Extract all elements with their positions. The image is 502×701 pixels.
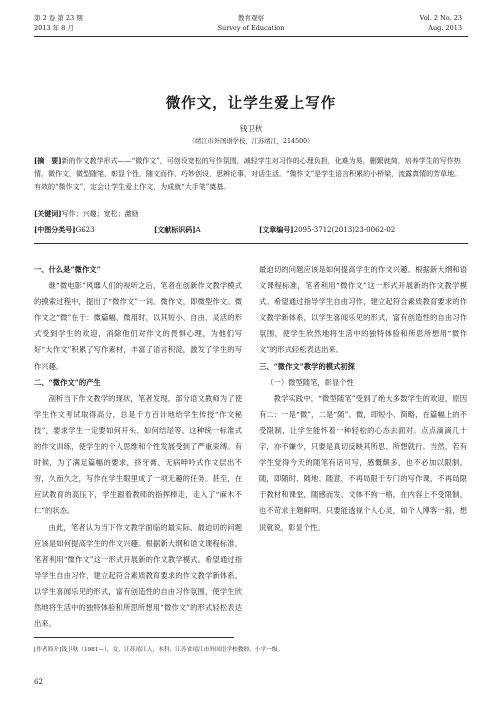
- author-affiliation: （靖江市外国语学校，江苏靖江，214500）: [188, 138, 314, 145]
- keywords: [34, 209, 139, 219]
- section-heading-1: 一、什么是“微作文”: [34, 265, 101, 274]
- abstract-label: [摘 要]: [34, 156, 62, 165]
- journal-date: 2013 年 8 月: [34, 24, 74, 32]
- section-heading-3: 三、“微作文”教学的模式初探: [259, 361, 355, 371]
- author-footnote: [作者简介]钱卫秋（1981—），女，江苏靖江人，本科，江苏省靖江市外国语学校教师，小学一级。: [34, 647, 284, 653]
- body-column-left: [34, 262, 242, 629]
- article-no-label: [文章编号]: [259, 225, 294, 234]
- body-column-right: [259, 262, 467, 536]
- volume-number: Vol. 2 No. 23: [419, 14, 462, 22]
- paragraph-continued: 最迫切的问题应该是如何提高学生的作文兴趣。根据新大纲和语文课程标准，笔者利用“微作文”这一形式开展新的作文教学模式。希望通过指导学生自由习作，建立起符合素质教育要求的作文教学新体系，以学生喜闻乐见的形式，富有创造性的自由习作氛围，使学生欣然地将生活中的独特体验和所思所想用“微作文”的形式轻松表达出来。: [259, 265, 467, 355]
- abstract-rule: [34, 243, 468, 244]
- journal-name-en: Survey of Education: [217, 24, 285, 32]
- doc-code-label: [文献标识码]: [154, 225, 196, 234]
- clc-label: [中图分类号]: [34, 225, 76, 234]
- abstract: [34, 155, 466, 193]
- paragraph: 教学实践中，“微型随笔”受到了绝大多数学生的欢迎，原因有二：一是“微”，二是“随”。微，即短小、简略，在篇幅上的不受限制，让学生能怀着一种轻松的心态去面对。点点滴滴几十字，亦不嫌少，只要是真切反映其所思、所想就行。当然，若有学生觉得今天的随笔有话可写，感慨颇多，也不必加以限制。随，即随时、随地、随意，不再局限于专门的写作课，不再局限于教材和课堂，随感而发。文体不拘一格，在内容上不受限制，也不苛求主题鲜明。只要能透视个人心灵，如个人博客一般，想说就说，彰显个性。: [259, 393, 467, 532]
- journal-issue: 第 2 卷 第 23 期: [34, 14, 83, 22]
- footnote-rule: [34, 637, 234, 638]
- subsection-heading-1: （一）微型随笔，彰显个性: [266, 377, 354, 387]
- paragraph: 由此，笔者认为当下作文教学面临的最实际、最迫切的问题应该是如何提高学生的作文兴趣。根据新大纲和语文课程标准，笔者利用“微作文”这一形式开展新的作文教学模式。希望通过指导学生自由习作，建立起符合素质教育要求的作文教学新体系，以学生喜闻乐见的形式，富有创造性的自由习作氛围，使学生欣然地将生活中的独特体验和所思所想用“微作文”的形式轻松表达出来。: [34, 522, 242, 629]
- author-name: 钱卫秋: [239, 124, 263, 133]
- header-rule: [34, 36, 468, 37]
- paragraph: 剖析当下作文教学的现状，笔者发现，部分语文教师为了使学生作文考试取得高分，总是千方百计地给学生传授“作文秘技”，要求学生一定要如何开头、如何结尾等。这种统一标准式的作文训练，使学生的个人思维和个性发展受到了严重束缚。有时候，为了满足篇幅的要求，挤牙膏、无病呻吟式作文层出不穷，久而久之，写作在学生眼里成了一项无趣的任务。甚至，在应试教育的高压下，学生跟着教师的指挥棒走，走入了“麻木不仁”的状态。: [34, 393, 242, 516]
- journal-name-cn: 教育观察: [238, 14, 264, 22]
- section-heading-2: 二、“微作文”的产生: [34, 377, 101, 387]
- doc-code-value: A: [195, 226, 201, 234]
- paragraph: 继“微电影”风靡人们的视听之后，笔者在创新作文教学模式的摸索过程中，提出了“微作文”一词。微作文，即微型作文。微作文之“微”在于：微篇幅、微用时，以其短小、自由、灵活的形式受到学生的欢迎，消除他们对作文的畏惧心理，为他们写好“大作文”积累了写作素材，丰富了语言积淀，激发了学生的写作兴趣。: [34, 281, 242, 371]
- clc-value: G623: [75, 226, 95, 234]
- page-number: 62: [34, 678, 43, 686]
- abstract-text: 新的作文教学形式——“微作文”，可创设宽松的写作氛围，减轻学生对习作的心理负担，化难为易，删繁就简，培养学生的写作热情。微作文，微型随笔，彰显个性，随文而作，巧妙创设，思辨论事，对话生活。“微作文”是学生语言积累的小桥梁，流露真情的芳草地。有效的“微作文”，定会让学生爱上作文，为成就“大手笔”奠基。: [34, 157, 462, 191]
- classification-line: [34, 225, 466, 235]
- issue-date-en: Aug. 2013: [428, 24, 462, 32]
- keywords-label: [关键词]: [34, 209, 62, 218]
- article-title: 微作文，让学生爱上写作: [165, 95, 337, 112]
- keywords-text: 写作；兴趣；宽松；激励: [61, 210, 139, 218]
- article-no-value: 2095-3712(2013)23-0062-02: [293, 226, 396, 234]
